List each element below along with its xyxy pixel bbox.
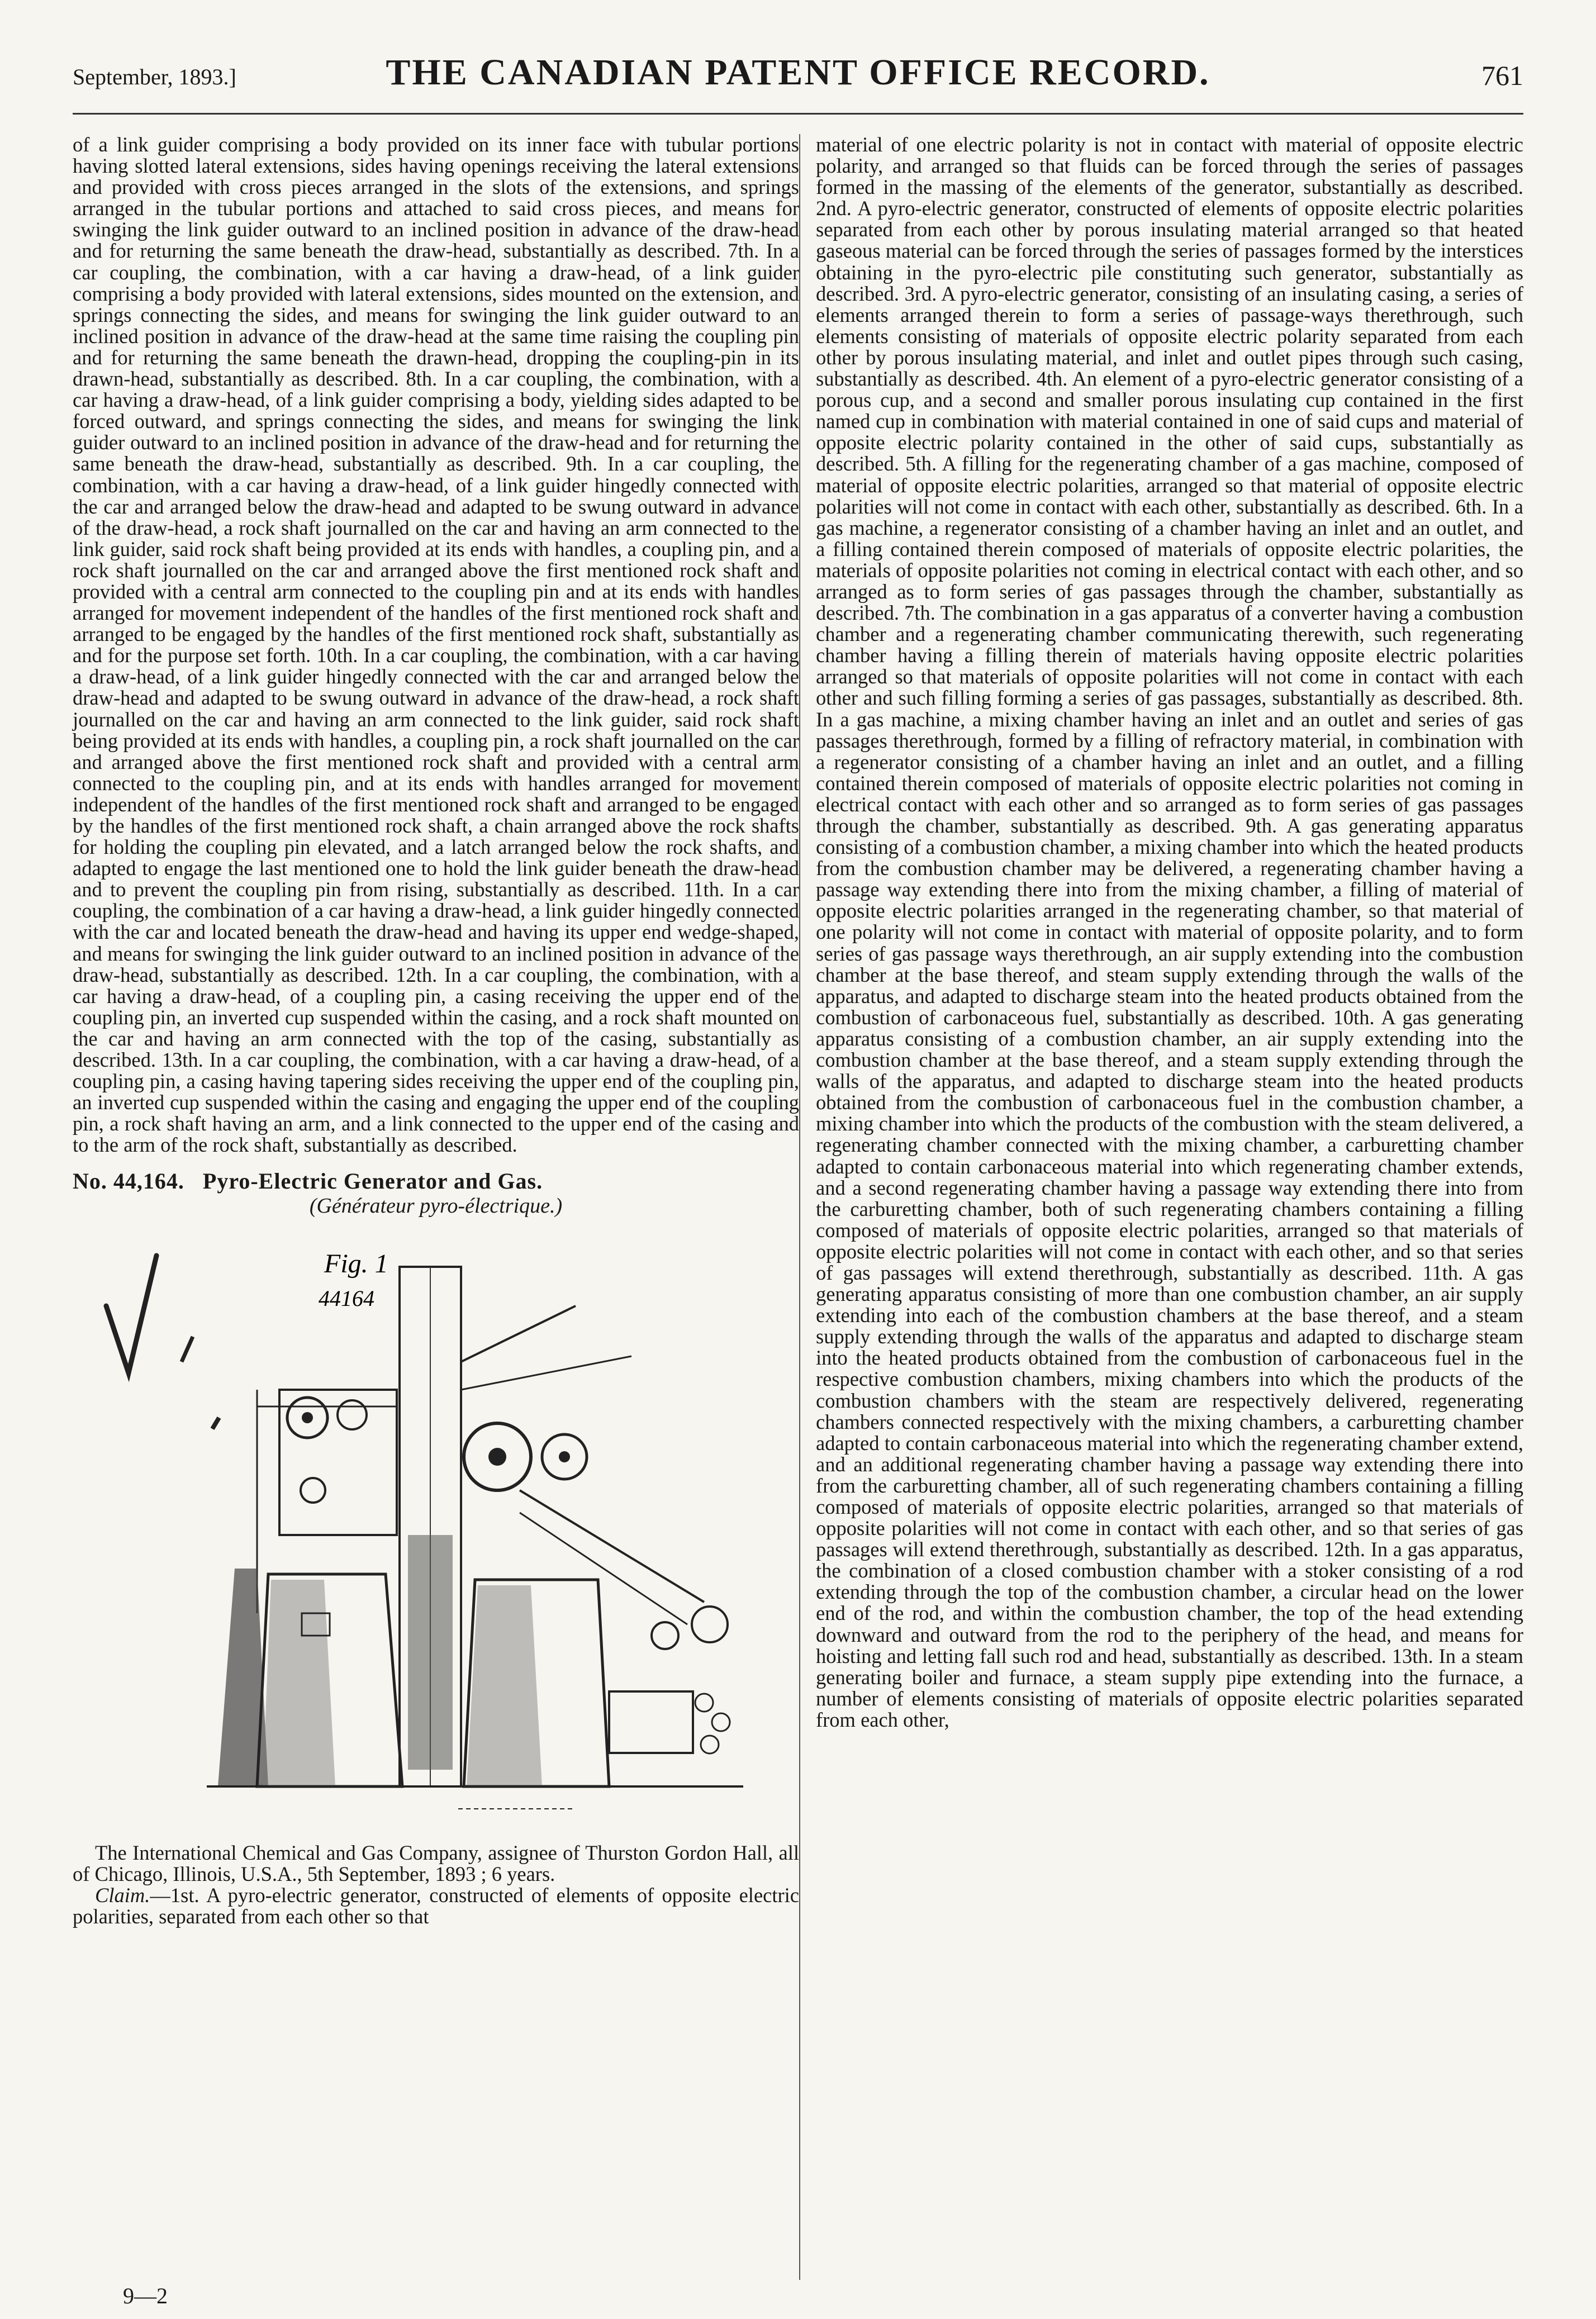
header-rule bbox=[73, 113, 1523, 115]
patent-number: No. 44,164. bbox=[73, 1168, 184, 1194]
patent-subtitle: (Générateur pyro-électrique.) bbox=[309, 1194, 563, 1218]
patent-figure bbox=[73, 1222, 799, 1837]
apparatus-drawing-icon bbox=[73, 1222, 799, 1837]
left-column-text: of a link guider comprising a body provided on its inner face with tubular portions having slotted lateral extensions, sides having openings receiving the lateral extensions and provided with cross pieces arranged in the slots of the extensions, and springs arranged in the tubular portions and attached to said cross pieces, and means for swinging the link guider outward to an inclined position in advance of the draw-head and for returning the same beneath the draw-head, substantially as described. 7th. In a car coupling, the combination, with a car having a draw-head, of a link guider comprising a body provided with lateral extensions, sides mounted on the extension, and springs connecting the sides, and means for swinging the link guider outward to an inclined position in advance of the draw-head at the same time raising the coupling pin and for returning the same beneath the drawn-head, dropping the coupling-pin in its drawn-head, substantially as described. 8th. In a car coupling, the combination, with a car having a draw-head, of a link guider comprising a body, yielding sides adapted to be forced outward, and springs connecting the sides, and means for swinging the link guider outward to an inclined position in advance of the draw-head and for returning the same beneath the draw-head, substantially as described. 9th. In a car coupling, the combination, with a car having a draw-head, of a link guider hingedly connected with the car and arranged below the draw-head and adapted to be swung outward in advance of the draw-head, a rock shaft journalled on the car and having an arm connected to the link guider, said rock shaft being provided at its ends with handles, a coupling pin, and a rock shaft journalled on the car and arranged above the first mentioned rock shaft and provided with a central arm connected to the coupling pin and at its ends with handles arranged for movement independent of the handles of the first mentioned rock shaft and arranged to be engaged by the handles of the first mentioned rock shaft, substantially as and for the purpose set forth. 10th. In a car coupling, the combination, with a car having a draw-head, of a link guider hingedly connected with the car and arranged below the draw-head and adapted to be swung outward in advance of the draw-head, a rock shaft journalled on the car and having an arm connected to the link guider, said rock shaft being provided at its ends with handles, a coupling pin, a rock shaft journalled on the car and arranged above the first mentioned rock shaft and provided with a central arm connected to the coupling pin, and at its ends with handles arranged for movement independent of the handles of the first mentioned rock shaft and arranged to be engaged by the handles of the first mentioned rock shaft, a chain arranged above the rock shafts for holding the coupling pin elevated, and a latch arranged below the rock shafts, and adapted to engage the last mentioned one to hold the link guider beneath the draw-head and to prevent the coupling pin from rising, substantially as described. 11th. In a car coupling, the combination of a car having a draw-head, a link guider hingedly connected with the car and located beneath the draw-head and having its upper end wedge-shaped, and means for swinging the link guider outward to an inclined position in advance of the draw-head, substantially as described. 12th. In a car coupling, the combination, with a car having a draw-head, of a coupling pin, a casing receiving the upper end of the coupling pin, an inverted cup suspended within the casing, and a rock shaft mounted on the car and having an arm connected with the top of the casing, substantially as described. 13th. In a car coupling, the combination, with a car having a draw-head, of a coupling pin, a casing having tapering sides receiving the upper end of the coupling pin, an inverted cup suspended within the casing and engaging the upper end of the coupling pin, a rock shaft having an arm, and a link connected to the upper end of the casing and to the arm of the rock shaft, substantially as described. bbox=[73, 133, 799, 1157]
page-number: 761 bbox=[1481, 60, 1523, 91]
page-header bbox=[73, 51, 1523, 102]
publication-title: THE CANADIAN PATENT OFFICE RECORD. bbox=[386, 52, 1210, 93]
left-column bbox=[73, 134, 799, 1927]
patent-title: Pyro-Electric Generator and Gas. bbox=[202, 1168, 543, 1194]
right-column bbox=[799, 134, 1523, 1731]
signature-mark: 9—2 bbox=[123, 2283, 168, 2308]
patent-claim bbox=[73, 1885, 799, 1927]
figure-number: 44164 bbox=[319, 1285, 374, 1311]
patent-heading bbox=[73, 1168, 799, 1194]
issue-date: September, 1893.] bbox=[73, 64, 236, 89]
pencil-stroke-icon bbox=[182, 1337, 193, 1362]
check-mark-icon bbox=[106, 1256, 156, 1373]
claim-start-text: —1st. A pyro-electric generator, constructed of elements of opposite electric polarities, separated from each other so that bbox=[73, 1883, 799, 1928]
figure-label: Fig. 1 bbox=[324, 1248, 388, 1279]
right-column-text: material of one electric polarity is not in contact with material of opposite electric polarity, and arranged so that fluids can be forced through the series of passages formed in the massing of the elements of the generator, substantially as described. 2nd. A pyro-electric generator, constructed of elements of opposite electric polarities separated from each other by porous insulating material arranged so that heated gaseous material can be forced through the series of passages formed by the interstices obtaining in the pyro-electric pile constituting such generator, substantially as described. 3rd. A pyro-electric generator, consisting of an insulating casing, a series of elements arranged therein to form a series of passage-ways therethrough, such elements consisting of materials of opposite electric polarity separated from each other by porous insulating material, and inlet and outlet pipes through such casing, substantially as described. 4th. An element of a pyro-electric generator consisting of a porous cup, and a second and smaller porous insulating cup contained in the first named cup in combination with material contained in one of said cups and material of opposite electric polarity contained in the other of said cups, substantially as described. 5th. A filling for the regenerating chamber of a gas machine, composed of material of opposite electric polarities, arranged so that material of opposite electric polarities will not come in contact with each other, substantially as described. 6th. In a gas machine, a regenerator consisting of a chamber having an inlet and an outlet, and a filling contained therein composed of materials of opposite electric polarities, the materials of opposite polarities not coming in electrical contact with each other, and so arranged as to form series of gas passages through the chamber, substantially as described. 7th. The combination in a gas apparatus of a converter having a combustion chamber and a regenerating chamber communicating therewith, such regenerating chamber having a filling therein of materials having opposite electric polarities arranged so that materials of opposite polarities will not come in contact with each other and such filling forming a series of gas passages, substantially as described. 8th. In a gas machine, a mixing chamber having an inlet and an outlet and series of gas passages therethrough, formed by a filling of refractory material, in combination with a regenerator consisting of a chamber having an inlet and an outlet, and a filling contained therein composed of materials of opposite electric polarities not coming in electrical contact with each other and so arranged as to form series of gas passages through the chamber, substantially as described. 9th. A gas generating apparatus consisting of a combustion chamber, a mixing chamber into which the heated products from the combustion chamber may be delivered, a regenerating chamber having a passage way extending there into from the mixing chamber, a filling of material of opposite electric polarities arranged in the regenerating chamber, so that material of one polarity will not come in contact with material of opposite polarity, and to form series of gas passage ways therethrough, an air supply extending into the combustion chamber at the base thereof, and steam supply extending through the walls of the apparatus, and adapted to discharge steam into the heated products obtained from the combustion of carbonaceous fuel, substantially as described. 10th. A gas generating apparatus consisting of a combustion chamber, an air supply extending into the combustion chamber at the base thereof, and a steam supply extending through the walls of the apparatus, and adapted to discharge steam into the heated products obtained from the combustion of carbonaceous fuel in the combustion chamber, a mixing chamber into which the products of the combustion with the steam delivered, a regenerating chamber connected with the mixing chamber, a carburetting chamber adapted to contain carbonaceous material into which regenerating chamber extends, and a second regenerating chamber having a passage way extending there into from the carburetting chamber, both of such regenerating chambers containing a filling composed of materials of opposite electric polarities, arranged so that materials of opposite electric polarities will not come in contact with each other, and so that series of gas passages will extend therethrough, substantially as described. 11th. A gas generating apparatus consisting of more than one combustion chamber, an air supply extending into each of the combustion chambers at the base thereof, and a steam supply extending through the walls of the apparatus and adapted to discharge steam into the heated products obtained from the combustion of carbonaceous fuel in the respective combustion chambers, mixing chambers into which the products of the combustion chambers with the steam are respectively delivered, regenerating chambers connected respectively with the mixing chambers, a carburetting chamber adapted to contain carbonaceous material into which the regenerating chamber extend, and an additional regenerating chamber having a passage way extending there into from the carburetting chamber, all of such regenerating chambers containing a filling composed of materials of opposite electric polarities, arranged so that materials of opposite polarities will not come in contact with each other, and so that series of gas passages will extend therethrough, substantially as described. 12th. In a gas apparatus, the combination of a closed combustion chamber with a stoker consisting of a rod extending through the top of the combustion chamber, a circular head on the lower end of the rod, and within the combustion chamber, the top of the head extending downward and outward from the rod to the periphery of the head, and means for hoisting and letting fall such rod and head, substantially as described. 13th. In a steam generating boiler and furnace, a steam supply pipe extending into the furnace, a number of elements consisting of materials of opposite electric polarities separated from each other, bbox=[816, 133, 1523, 1731]
patent-assignee: The International Chemical and Gas Company, assignee of Thurston Gordon Hall, all of Chicago, Illinois, U.S.A., 5th September, 1893 ; 6 years. bbox=[73, 1841, 799, 1885]
claim-label: Claim. bbox=[95, 1883, 150, 1907]
